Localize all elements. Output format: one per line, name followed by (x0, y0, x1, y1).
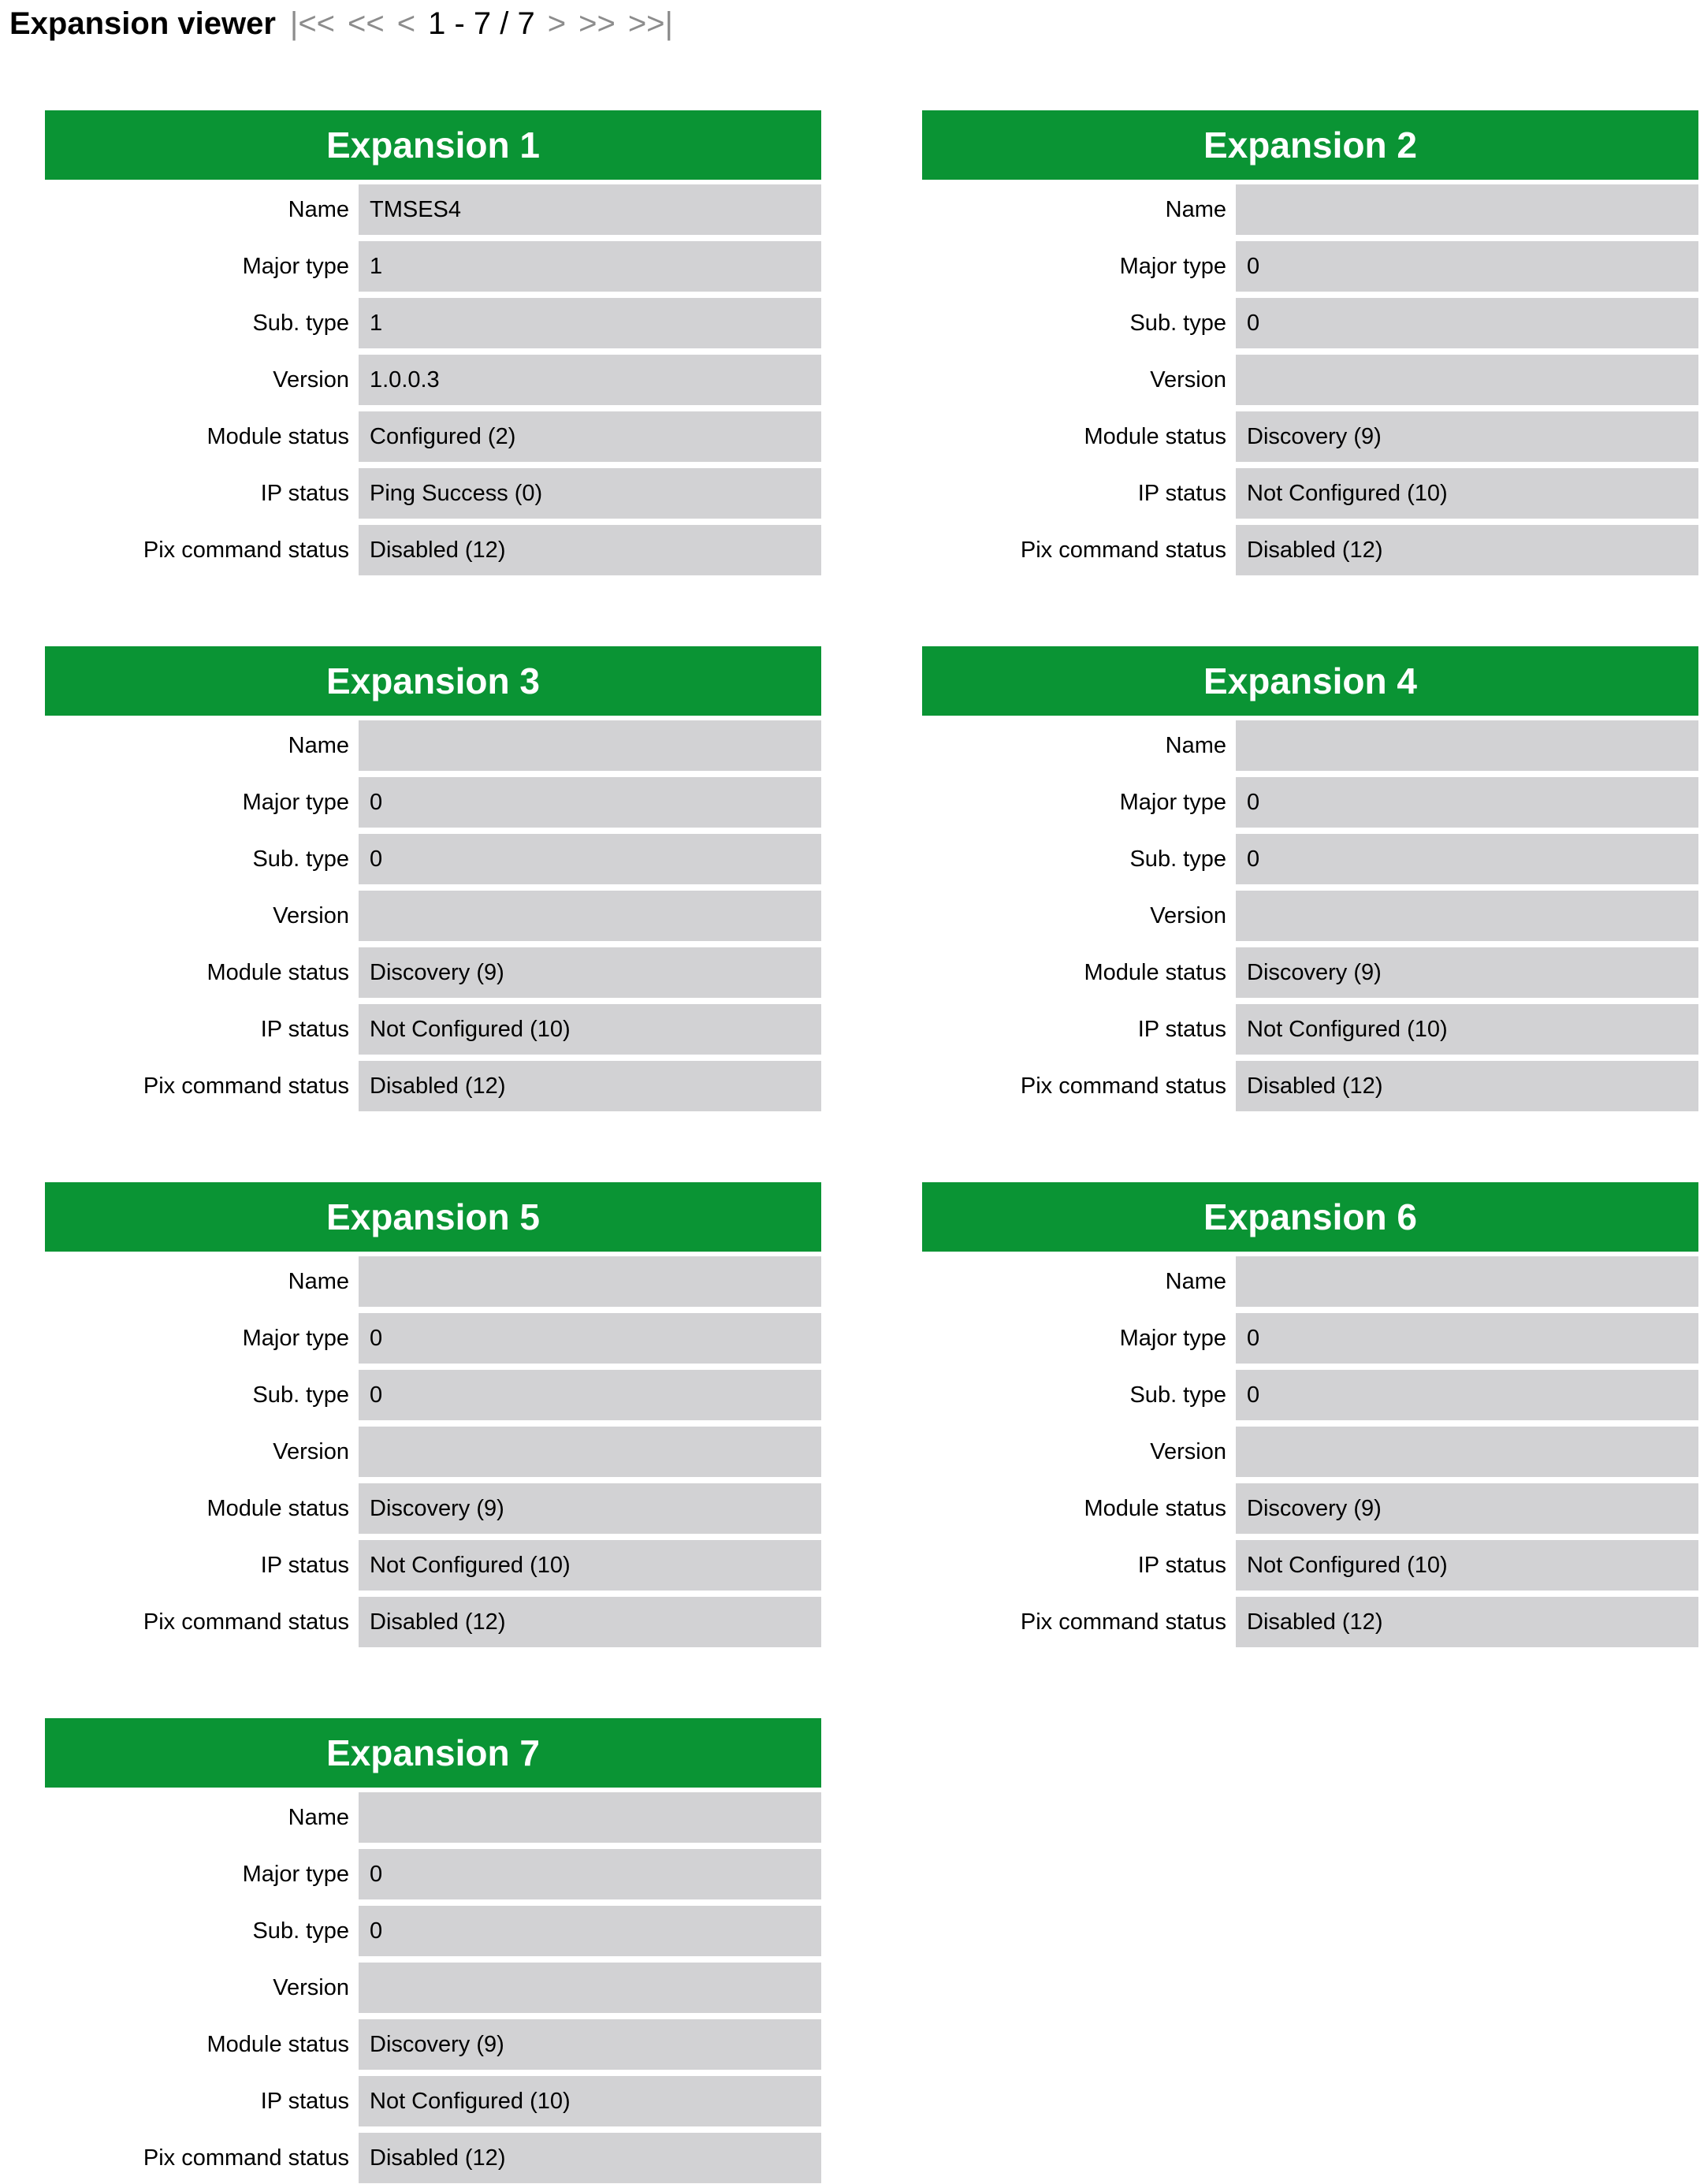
field-value-pix-command-status: Disabled (12) (359, 525, 821, 575)
field-row-major-type (45, 1313, 821, 1364)
expansion-card-6 (922, 1182, 1698, 1647)
field-label-major-type: Major type (242, 789, 349, 815)
field-value-module-status: Discovery (9) (1236, 947, 1698, 998)
field-value-version (1236, 1427, 1698, 1477)
field-value-module-status: Discovery (9) (1236, 411, 1698, 462)
field-row-major-type (922, 241, 1698, 292)
field-value-version (359, 891, 821, 941)
field-value-version (1236, 891, 1698, 941)
field-row-name (922, 1256, 1698, 1307)
field-label-ip-status: IP status (1137, 480, 1226, 506)
pager-range: 1 - 7 / 7 (428, 6, 535, 41)
field-label-sub-type: Sub. type (1129, 310, 1226, 336)
field-value-sub-type: 0 (1236, 834, 1698, 884)
field-row-module-status (922, 1483, 1698, 1534)
expansion-card-header-2 (922, 110, 1698, 180)
field-value-major-type: 0 (359, 1849, 821, 1899)
expansion-card-header-5 (45, 1182, 821, 1252)
field-label-module-status: Module status (206, 2031, 349, 2057)
expansion-card-1 (45, 110, 821, 575)
field-label-ip-status: IP status (1137, 1552, 1226, 1578)
field-value-version: 1.0.0.3 (359, 355, 821, 405)
expansion-card-header-6 (922, 1182, 1698, 1252)
field-value-major-type: 0 (1236, 1313, 1698, 1364)
pager (290, 6, 673, 42)
field-label-pix-command-status: Pix command status (143, 1073, 349, 1099)
field-value-ip-status: Not Configured (10) (359, 2076, 821, 2126)
field-row-version (45, 1963, 821, 2013)
field-label-sub-type: Sub. type (252, 310, 349, 336)
field-value-version (1236, 355, 1698, 405)
field-row-version (45, 355, 821, 405)
field-value-module-status: Discovery (9) (359, 947, 821, 998)
field-row-name (922, 184, 1698, 235)
field-label-name: Name (1165, 1268, 1226, 1294)
field-value-version (359, 1427, 821, 1477)
field-label-module-status: Module status (1084, 959, 1226, 985)
field-label-ip-status: IP status (260, 1016, 349, 1042)
field-row-version (45, 891, 821, 941)
field-label-module-status: Module status (1084, 1495, 1226, 1521)
field-row-name (922, 720, 1698, 771)
field-row-ip-status (922, 1004, 1698, 1055)
pager-fast-next-button[interactable]: >> (578, 6, 616, 41)
field-label-sub-type: Sub. type (1129, 846, 1226, 872)
card-rows (922, 1256, 1698, 1647)
field-row-major-type (922, 1313, 1698, 1364)
expansion-card-header-4 (922, 646, 1698, 716)
field-row-module-status (922, 411, 1698, 462)
expansion-card-5 (45, 1182, 821, 1647)
field-row-pix-command-status (45, 1061, 821, 1111)
field-row-major-type (45, 241, 821, 292)
field-label-version: Version (1150, 1438, 1226, 1464)
field-label-pix-command-status: Pix command status (1020, 537, 1226, 563)
field-row-ip-status (45, 1540, 821, 1591)
field-value-pix-command-status: Disabled (12) (359, 1597, 821, 1647)
field-value-module-status: Discovery (9) (359, 1483, 821, 1534)
field-value-pix-command-status: Disabled (12) (359, 1061, 821, 1111)
field-label-sub-type: Sub. type (252, 846, 349, 872)
field-label-ip-status: IP status (260, 480, 349, 506)
field-row-pix-command-status (922, 1061, 1698, 1111)
field-value-major-type: 0 (359, 1313, 821, 1364)
field-label-pix-command-status: Pix command status (143, 1609, 349, 1635)
field-row-sub-type (922, 834, 1698, 884)
field-value-pix-command-status: Disabled (12) (1236, 525, 1698, 575)
field-row-name (45, 720, 821, 771)
page-title: Expansion viewer (9, 6, 276, 41)
card-rows (922, 184, 1698, 575)
field-value-ip-status: Not Configured (10) (359, 1004, 821, 1055)
pager-last-button[interactable]: >>| (627, 6, 673, 41)
field-row-major-type (45, 777, 821, 828)
field-value-sub-type: 0 (359, 1906, 821, 1956)
field-label-major-type: Major type (242, 1325, 349, 1351)
field-row-pix-command-status (922, 1597, 1698, 1647)
field-label-version: Version (1150, 366, 1226, 393)
field-label-name: Name (288, 1804, 349, 1830)
expansion-card-2 (922, 110, 1698, 575)
field-label-module-status: Module status (206, 423, 349, 449)
field-value-ip-status: Not Configured (10) (1236, 1004, 1698, 1055)
field-row-sub-type (45, 1906, 821, 1956)
field-value-major-type: 0 (1236, 241, 1698, 292)
expansion-card-title: Expansion 1 (326, 125, 540, 166)
field-label-ip-status: IP status (1137, 1016, 1226, 1042)
field-value-ip-status: Not Configured (10) (359, 1540, 821, 1591)
field-label-pix-command-status: Pix command status (143, 537, 349, 563)
field-row-module-status (922, 947, 1698, 998)
field-value-module-status: Discovery (9) (359, 2019, 821, 2070)
field-value-version (359, 1963, 821, 2013)
field-label-ip-status: IP status (260, 1552, 349, 1578)
field-label-name: Name (288, 1268, 349, 1294)
field-value-sub-type: 1 (359, 298, 821, 348)
field-value-major-type: 1 (359, 241, 821, 292)
field-value-ip-status: Ping Success (0) (359, 468, 821, 519)
field-row-sub-type (45, 298, 821, 348)
field-value-pix-command-status: Disabled (12) (359, 2133, 821, 2183)
field-value-name (1236, 184, 1698, 235)
field-label-name: Name (1165, 196, 1226, 222)
field-value-name (359, 1792, 821, 1843)
field-row-name (45, 1256, 821, 1307)
field-label-name: Name (1165, 732, 1226, 758)
field-label-pix-command-status: Pix command status (1020, 1073, 1226, 1099)
expansion-cards-grid (45, 110, 1698, 2183)
field-label-version: Version (273, 1974, 349, 2000)
expansion-card-title: Expansion 4 (1203, 660, 1417, 701)
field-label-major-type: Major type (242, 1861, 349, 1887)
pager-first-button[interactable]: |<< (289, 6, 336, 41)
field-value-ip-status: Not Configured (10) (1236, 468, 1698, 519)
field-row-pix-command-status (45, 1597, 821, 1647)
field-row-name (45, 1792, 821, 1843)
field-row-sub-type (922, 1370, 1698, 1420)
field-value-name (359, 720, 821, 771)
field-label-name: Name (288, 732, 349, 758)
field-row-version (922, 891, 1698, 941)
field-label-module-status: Module status (1084, 423, 1226, 449)
field-label-version: Version (273, 1438, 349, 1464)
field-label-sub-type: Sub. type (1129, 1382, 1226, 1408)
field-row-ip-status (45, 1004, 821, 1055)
expansion-card-4 (922, 646, 1698, 1111)
expansion-card-3 (45, 646, 821, 1111)
field-row-version (922, 355, 1698, 405)
card-rows (45, 184, 821, 575)
field-label-module-status: Module status (206, 1495, 349, 1521)
expansion-card-title: Expansion 6 (1203, 1196, 1417, 1237)
field-row-major-type (45, 1849, 821, 1899)
expansion-card-title: Expansion 7 (326, 1732, 540, 1773)
field-value-pix-command-status: Disabled (12) (1236, 1061, 1698, 1111)
field-row-ip-status (45, 468, 821, 519)
field-row-sub-type (45, 1370, 821, 1420)
field-value-sub-type: 0 (359, 834, 821, 884)
field-row-module-status (45, 411, 821, 462)
field-value-name: TMSES4 (359, 184, 821, 235)
expansion-card-title: Expansion 2 (1203, 125, 1417, 166)
field-row-module-status (45, 1483, 821, 1534)
card-rows (922, 720, 1698, 1111)
field-label-major-type: Major type (1119, 789, 1226, 815)
field-row-module-status (45, 947, 821, 998)
field-row-version (922, 1427, 1698, 1477)
field-label-version: Version (1150, 902, 1226, 928)
card-rows (45, 1256, 821, 1647)
card-rows (45, 720, 821, 1111)
field-row-pix-command-status (922, 525, 1698, 575)
expansion-card-header-3 (45, 646, 821, 716)
field-label-module-status: Module status (206, 959, 349, 985)
field-label-sub-type: Sub. type (252, 1918, 349, 1944)
field-row-pix-command-status (45, 2133, 821, 2183)
field-row-sub-type (922, 298, 1698, 348)
top-bar (9, 6, 673, 42)
expansion-card-header-7 (45, 1718, 821, 1788)
field-label-pix-command-status: Pix command status (143, 2145, 349, 2171)
field-row-module-status (45, 2019, 821, 2070)
card-rows (45, 1792, 821, 2183)
field-label-pix-command-status: Pix command status (1020, 1609, 1226, 1635)
expansion-card-7 (45, 1718, 821, 2183)
pager-fast-prev-button[interactable]: << (348, 6, 385, 41)
expansion-card-header-1 (45, 110, 821, 180)
expansion-card-title: Expansion 3 (326, 660, 540, 701)
expansion-card-title: Expansion 5 (326, 1196, 540, 1237)
field-value-ip-status: Not Configured (10) (1236, 1540, 1698, 1591)
field-label-sub-type: Sub. type (252, 1382, 349, 1408)
field-row-ip-status (922, 1540, 1698, 1591)
field-label-version: Version (273, 902, 349, 928)
field-value-sub-type: 0 (359, 1370, 821, 1420)
field-row-ip-status (45, 2076, 821, 2126)
field-label-version: Version (273, 366, 349, 393)
field-value-major-type: 0 (359, 777, 821, 828)
field-row-pix-command-status (45, 525, 821, 575)
field-row-name (45, 184, 821, 235)
field-label-major-type: Major type (242, 253, 349, 279)
pager-prev-button[interactable]: < (396, 6, 416, 41)
field-value-module-status: Discovery (9) (1236, 1483, 1698, 1534)
field-value-module-status: Configured (2) (359, 411, 821, 462)
field-value-name (1236, 720, 1698, 771)
field-row-sub-type (45, 834, 821, 884)
pager-next-button[interactable]: > (547, 6, 567, 41)
field-label-name: Name (288, 196, 349, 222)
field-row-ip-status (922, 468, 1698, 519)
field-value-major-type: 0 (1236, 777, 1698, 828)
field-value-name (1236, 1256, 1698, 1307)
field-row-version (45, 1427, 821, 1477)
field-value-name (359, 1256, 821, 1307)
field-value-pix-command-status: Disabled (12) (1236, 1597, 1698, 1647)
field-label-major-type: Major type (1119, 253, 1226, 279)
field-value-sub-type: 0 (1236, 1370, 1698, 1420)
field-row-major-type (922, 777, 1698, 828)
field-label-major-type: Major type (1119, 1325, 1226, 1351)
field-value-sub-type: 0 (1236, 298, 1698, 348)
field-label-ip-status: IP status (260, 2088, 349, 2114)
